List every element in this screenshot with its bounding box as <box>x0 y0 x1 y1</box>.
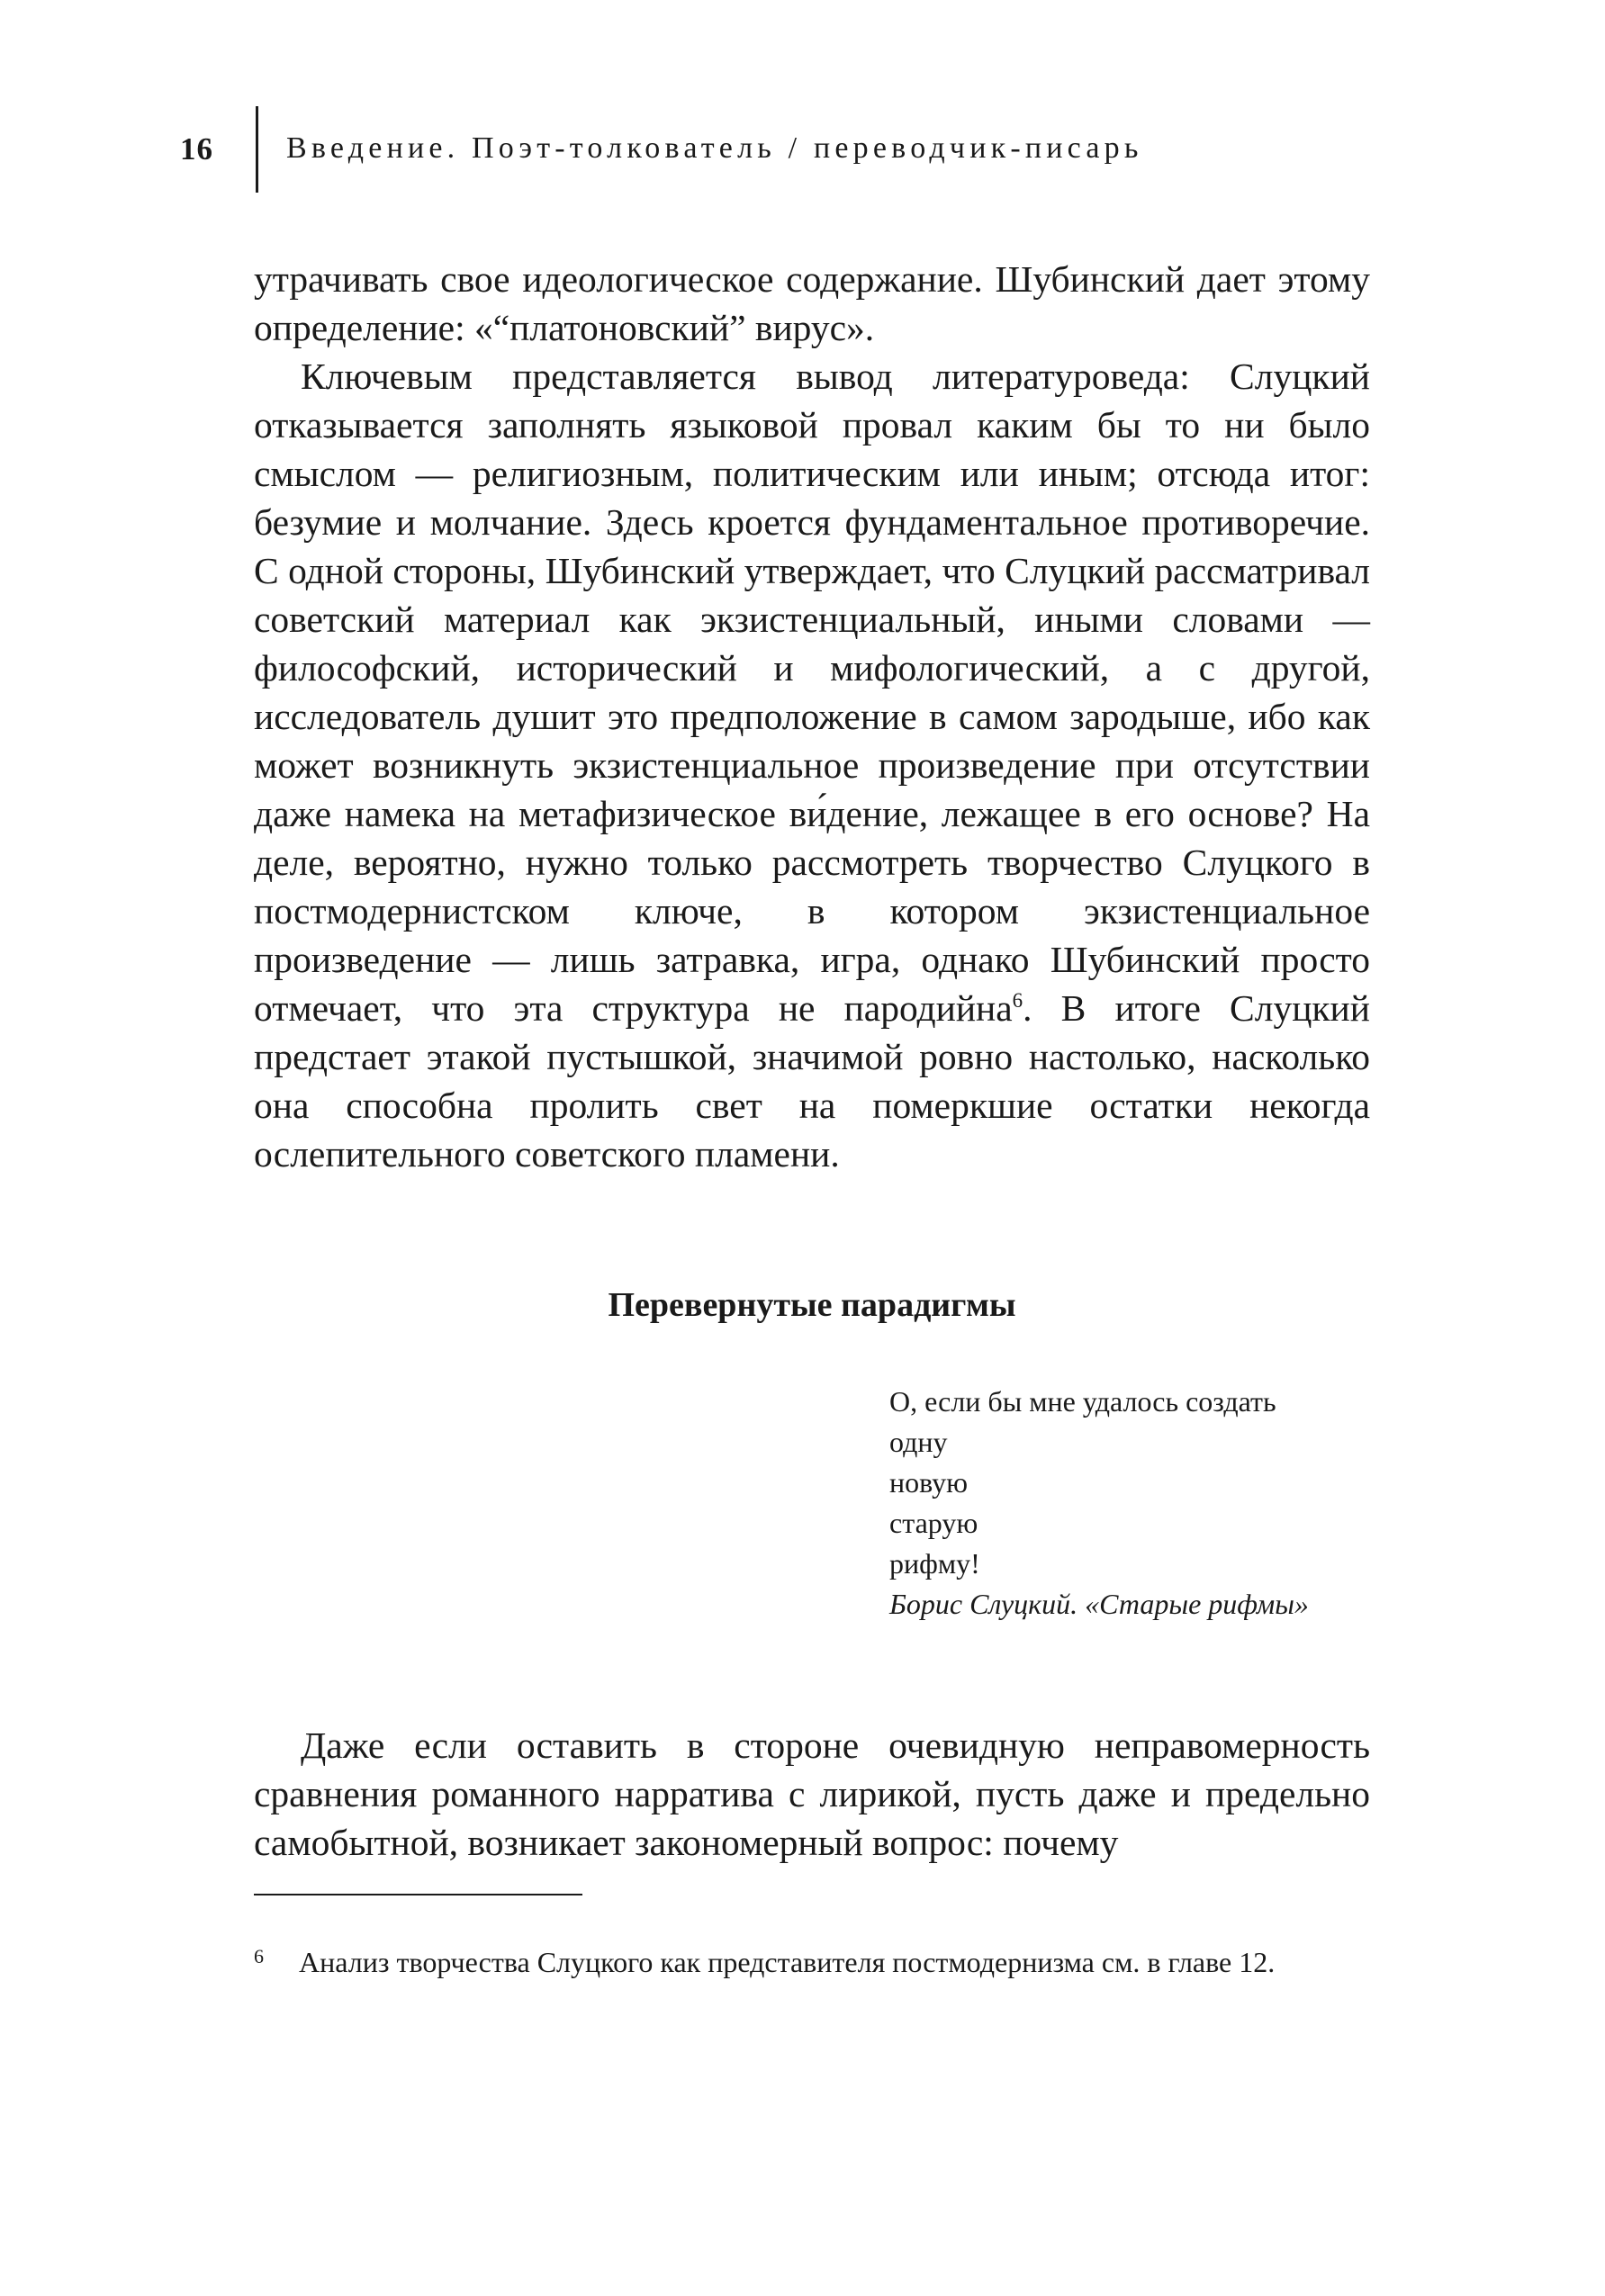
footnote-marker: 6 <box>254 1945 264 1967</box>
paragraph-text-end: . В итоге Слуцкий предстает этакой пустышкой, значимой ровно настолько, насколько она способна пролить свет на померкшие остатки некогда ослепительного советского пламени. <box>254 987 1370 1175</box>
section-heading: Перевернутые парадигмы <box>608 1286 1016 1324</box>
paragraph-continued: утрачивать свое идеологическое содержание. Шубинский дает этому определение: «“платоновский” вирус». <box>254 258 1370 348</box>
page-number: 16 <box>180 131 213 167</box>
running-header <box>180 106 1386 193</box>
footnote-reference[interactable]: 6 <box>1012 989 1023 1013</box>
footnote-separator <box>254 1894 582 1895</box>
footnote-text: Анализ творчества Слуцкого как представителя постмодернизма см. в главе 12. <box>299 1946 1276 1978</box>
running-title: Введение. Поэт-толкователь / переводчик-писарь <box>286 131 1143 165</box>
footnote <box>254 1942 1370 1982</box>
header-divider <box>256 106 258 193</box>
epigraph-line: рифму! <box>889 1547 980 1580</box>
paragraph-question: Даже если оставить в стороне очевидную неправомерность сравнения романного нарратива с лирикой, пусть даже и предельно самобытной, возникает закономерный вопрос: почему <box>254 1724 1370 1863</box>
epigraph-line: одну <box>889 1426 948 1458</box>
paragraph-conclusion <box>254 352 1370 1178</box>
epigraph-line: О, если бы мне удалось создать <box>889 1385 1276 1418</box>
epigraph-attribution: Борис Слуцкий. «Старые рифмы» <box>889 1588 1309 1620</box>
paragraph-text: Ключевым представляется вывод литературоведа: Слуцкий отказывается заполнять языковой провал каким бы то ни было смыслом — религиозным, политическим или иным; отсюда итог: безумие и молчание. Здесь кроется фундаментальное противоречие. С одной стороны, Шубинский утверждает, что Слуцкий рассматривал советский материал как экзистенциальный, иными словами — философский, исторический и мифологический, а с другой, исследователь душит это предположение в самом зародыше, ибо как может возникнуть экзистенциальное произведение при отсутствии даже намека на метафизическое ви́дение, лежащее в его основе? На деле, вероятно, нужно только рассмотреть творчество Слуцкого в постмодернистском ключе, в котором экзистенциальное произведение — лишь затравка, игра, однако Шубинский просто отмечает, что эта структура не пародийна <box>254 356 1370 1029</box>
main-text-bottom <box>254 1721 1370 1867</box>
epigraph <box>889 1382 1393 1625</box>
epigraph-line: старую <box>889 1507 978 1539</box>
epigraph-line: новую <box>889 1466 969 1499</box>
main-text-top <box>254 255 1370 1178</box>
